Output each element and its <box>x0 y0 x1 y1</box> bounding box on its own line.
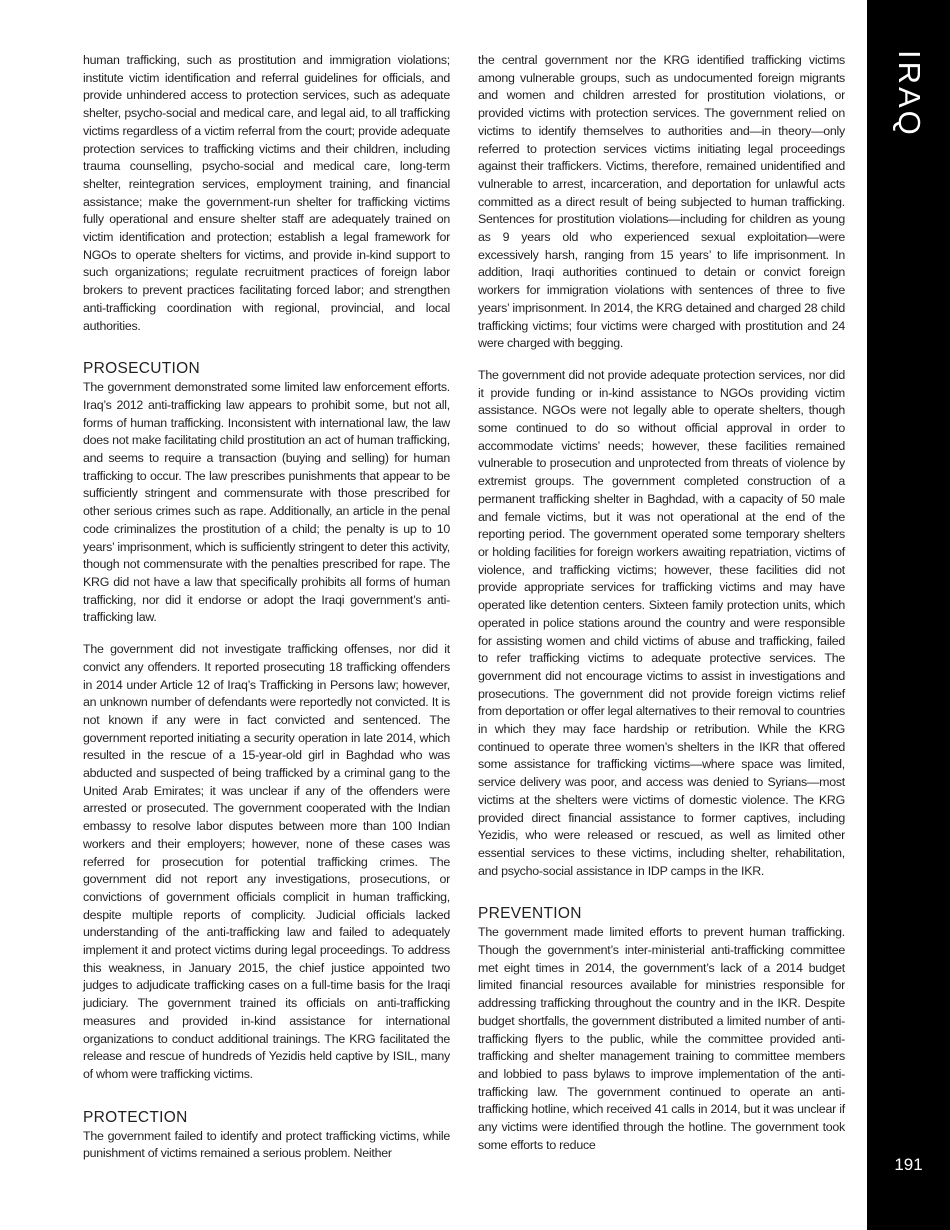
prosecution-paragraph-2: The government did not investigate trafficking offenses, nor did it convict any offenders. It reported prosecuting 18 trafficking offenders in 2014 under Article 12 of Iraq’s Trafficking in Persons law; however, an unknown number of defendants were reportedly not convicted. It is not known if any were in fact convicted and sentenced. The government reported initiating a security operation in late 2014, which resulted in the rescue of a 15-year-old girl in Baghdad who was abducted and suspected of being trafficked by a criminal gang to the United Arab Emirates; it was unclear if any of the offenders were arrested or prosecuted. The government cooperated with the Indian embassy to resolve labor disputes between more than 100 Indian workers and their employers; however, none of these cases was referred for prosecution for potential trafficking crimes. The government did not report any investigations, prosecutions, or convictions of government officials complicit in human trafficking, despite multiple reports of complicity. Judicial officials lacked understanding of the anti-trafficking law and failed to adequately implement it and protect victims during legal proceedings. To address this weakness, in January 2015, the chief justice appointed two judges to adjudicate trafficking cases on a full-time basis for the Iraqi judiciary. The government trained its officials on anti-trafficking measures and provided in-kind assistance for international organizations to conduct additional trainings. The KRG facilitated the release and rescue of hundreds of Yezidis held captive by ISIL, many of whom were trafficking victims. <box>83 642 450 1081</box>
prevention-heading: PREVENTION <box>478 905 582 923</box>
protection-heading: PROTECTION <box>83 1108 188 1126</box>
prevention-paragraph-1: The government made limited efforts to prevent human trafficking. Though the government’s inter-ministerial anti-trafficking committee met eight times in 2014, the government’s lack of a 2014 budget limited financial resources available for ministries responsible for addressing trafficking throughout the country and in the IKR. Despite budget shortfalls, the government distributed a limited number of anti-trafficking flyers to the public, while the committee provided anti-trafficking and shelter management training to committee members and lobbied to pass bylaws to improve implementation of the anti-trafficking law. The government continued to operate an anti-trafficking hotline, which received 41 calls in 2014, but it was unclear if any victims were identified through the hotline. The government took some efforts to reduce <box>478 925 845 1152</box>
protection-paragraph-1-continued: the central government nor the KRG identified trafficking victims among vulnerable groups, such as undocumented foreign migrants and women and children arrested for prostitution violations, or provided victims with protection services. The government relied on victims to identify themselves to authorities and—in theory—only referred to protection services victims initiating legal proceedings against their traffickers. Victims, therefore, remained unidentified and vulnerable to arrest, incarceration, and deportation for unlawful acts committed as a direct result of being subjected to human trafficking. Sentences for prostitution violations—including for children as young as 9 years old who experienced sexual exploitation—were excessively harsh, ranging from 15 years’ to life imprisonment. In addition, Iraqi authorities continued to detain or convict foreign workers for immigration violations with sentences of three to five years’ imprisonment. In 2014, the KRG detained and charged 28 child trafficking victims; four victims were charged with prostitution and 24 were charged with begging. <box>478 53 845 351</box>
protection-paragraph-2: The government did not provide adequate protection services, nor did it provide funding or in-kind assistance to NGOs providing victim assistance. NGOs were not legally able to operate shelters, though some continued to do so without official approval in order to accommodate victims’ needs; however, these facilities remained vulnerable to prosecution and unprotected from threats of violence by extremist groups. The government completed construction of a permanent trafficking shelter in Baghdad, with a capacity of 50 male and female victims, but it was not operational at the end of the reporting period. The government operated some temporary shelters or holding facilities for foreign workers awaiting repatriation, victims of violence, and trafficking victims; however, these facilities did not provide appropriate services for trafficking victims and may have operated like detention centers. Sixteen family protection units, which operated in police stations around the country and were responsible for assisting women and child victims of abuse and trafficking, failed to refer trafficking victims to adequate protective services. The government did not encourage victims to assist in investigations and prosecutions. The government did not provide foreign victims relief from deportation or offer legal alternatives to their removal to countries in which they may face hardship or retribution. While the KRG continued to operate three women’s shelters in the IKR that offered some assistance for trafficking victims—where space was limited, service delivery was poor, and access was denied to Syrians—most victims at the shelters were victims of domestic violence. The KRG provided direct financial assistance to former captives, including Yezidis, who were released or rescued, as well as limited other essential services to these victims, including shelter, rehabilitation, and psycho-social assistance in IDP camps in the IKR. <box>478 367 845 878</box>
intro-paragraph: human trafficking, such as prostitution and immigration violations; institute victim identification and referral guidelines for officials, and provide unhindered access to protection services, such as adequate shelter, psycho-social and medical care, and legal aid, to all trafficking victims regardless of a victim referral from the court; provide adequate protection services to trafficking victims and their children, including trauma counselling, psycho-social and medical care, long-term shelter, reintegration services, employment training, and financial assistance; make the government-run shelter for trafficking victims fully operational and ensure shelter staff are adequately trained on victim identification and protection; establish a legal framework for NGOs to operate shelters for victims, and provide in-kind support to such organizations; regulate recruitment practices of foreign labor brokers to prevent practices facilitating forced labor; and strengthen anti-trafficking coordination with regional, provincial, and local authorities. <box>83 53 450 333</box>
right-column <box>478 52 845 1154</box>
country-label: IRAQ <box>892 50 927 138</box>
page-number: 191 <box>894 1155 923 1174</box>
left-column <box>83 52 450 1163</box>
prosecution-paragraph-1: The government demonstrated some limited law enforcement efforts. Iraq’s 2012 anti-trafficking law appears to prohibit some, but not all, forms of human trafficking. Inconsistent with international law, the law does not make facilitating child prostitution an act of human trafficking, and seems to require a transaction (buying and selling) for human trafficking to occur. The law prescribes punishments that appear to be sufficiently stringent and commensurate with those prescribed for other serious crimes such as rape. Additionally, an article in the penal code criminalizes the prostitution of a child; the penalty is up to 10 years’ imprisonment, which is sufficiently stringent to deter this activity, though not commensurate with the penalties prescribed for rape. The KRG did not have a law that specifically prohibits all forms of human trafficking, nor did it endorse or adopt the Iraqi government’s anti-trafficking law. <box>83 380 450 625</box>
country-sidebar <box>867 0 950 1230</box>
protection-paragraph-1-start: The government failed to identify and protect trafficking victims, while punishment of victims remained a serious problem. Neither <box>83 1128 450 1161</box>
prosecution-heading: PROSECUTION <box>83 360 200 378</box>
